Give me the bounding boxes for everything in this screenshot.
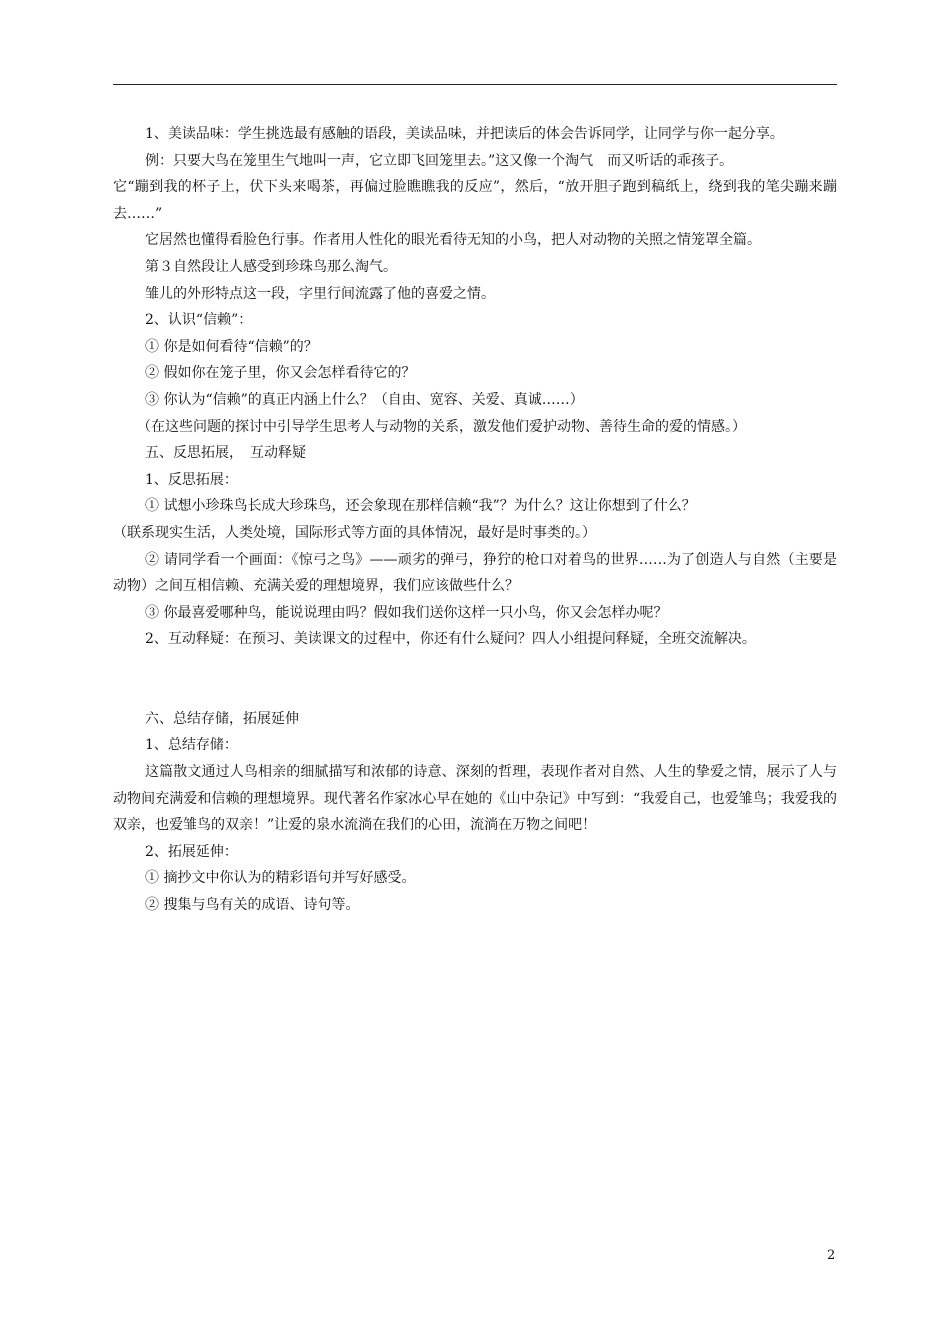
page-number: 2 [827, 1248, 836, 1263]
question-item-3: ③ 你认为“信赖”的真正内涵上什么？（自由、宽容、关爱、真诚……） [145, 391, 584, 408]
paragraph-reading-appreciation: 1、美读品味：学生挑选最有感触的语段，美读品味，并把读后的体会告诉同学，让同学与你一起分享。 [145, 126, 784, 142]
paragraph-summary: 这篇散文通过人鸟相亲的细腻描写和浓郁的诗意、深刻的哲理，表现作者对自然、人生的挚爱之情，展示了人与动物间充满爱和信赖的理想境界。现代著名作家冰心早在她的《山中杂记》中写到：“我爱自己，也爱雏鸟；我爱我的双亲，也爱雏鸟的双亲！”让爱的泉水流淌在我们的心田，流淌在万物之间吧！ [113, 764, 837, 834]
question-item-1: ① 你是如何看待“信赖”的？ [145, 338, 318, 355]
reflection-item-2: ② 请同学看一个画面：《惊弓之鸟》——顽劣的弹弓，狰狞的枪口对着鸟的世界……为了创造人与自然（主要是动物）之间互相信赖、充满关爱的理想境界，我们应该做些什么？ [113, 551, 837, 595]
section-gap [113, 653, 837, 706]
paragraph-example: 例：只要大鸟在笼里生气地叫一声，它立即飞回笼里去。”这又像一个淘气 而又听话的乖孩子。 [145, 152, 734, 169]
reflection-item-3: ③ 你最喜爱哪种鸟，能说说理由吗？假如我们送你这样一只小鸟，你又会怎样办呢？ [145, 604, 668, 621]
extension-item-2: ② 搜集与鸟有关的成语、诗句等。 [145, 897, 360, 914]
heading-summary: 1、总结存储： [145, 737, 238, 754]
heading-understand-trust: 2、认识“信赖”： [145, 312, 253, 329]
section-heading-six: 六、总结存储，拓展延伸 [145, 710, 299, 727]
extension-item-1: ① 摘抄文中你认为的精彩语句并写好感受。 [145, 870, 416, 887]
paragraph-reading-faces: 它居然也懂得看脸色行事。作者用人性化的眼光看待无知的小鸟，把人对动物的关照之情笼罩全篇。 [145, 232, 761, 249]
reflection-item-1: ① 试想小珍珠鸟长成大珍珠鸟，还会象现在那样信赖“我”？为什么？这让你想到了什么？ [145, 498, 696, 515]
section-heading-five: 五、反思拓展， 互动释疑 [145, 445, 306, 462]
heading-reflection: 1、反思拓展： [145, 471, 238, 488]
paragraph-example-quote: 它“蹦到我的杯子上，伏下头来喝茶，再偏过脸瞧瞧我的反应”，然后，“放开胆子跑到稿纸上，绕到我的笔尖蹦来蹦去……” [113, 179, 837, 222]
header-rule [113, 84, 837, 85]
document-body [113, 121, 837, 919]
paragraph-chick-appearance: 雏儿的外形特点这一段，字里行间流露了他的喜爱之情。 [145, 285, 495, 302]
paragraph-interactive-questions: 2、互动释疑：在预习、美读课文的过程中，你还有什么疑问？四人小组提问释疑，全班交流解决。 [145, 631, 756, 648]
paragraph-guidance-note: （在这些问题的探讨中引导学生思考人与动物的关系，激发他们爱护动物、善待生命的爱的情感。） [137, 418, 746, 435]
heading-extension: 2、拓展延伸： [145, 843, 238, 860]
reflection-note: （联系现实生活，人类处境，国际形式等方面的具体情况，最好是时事类的。） [113, 524, 596, 541]
question-item-2: ② 假如你在笼子里，你又会怎样看待它的？ [145, 365, 416, 382]
paragraph-third-section: 第３自然段让人感受到珍珠鸟那么淘气。 [145, 258, 397, 275]
